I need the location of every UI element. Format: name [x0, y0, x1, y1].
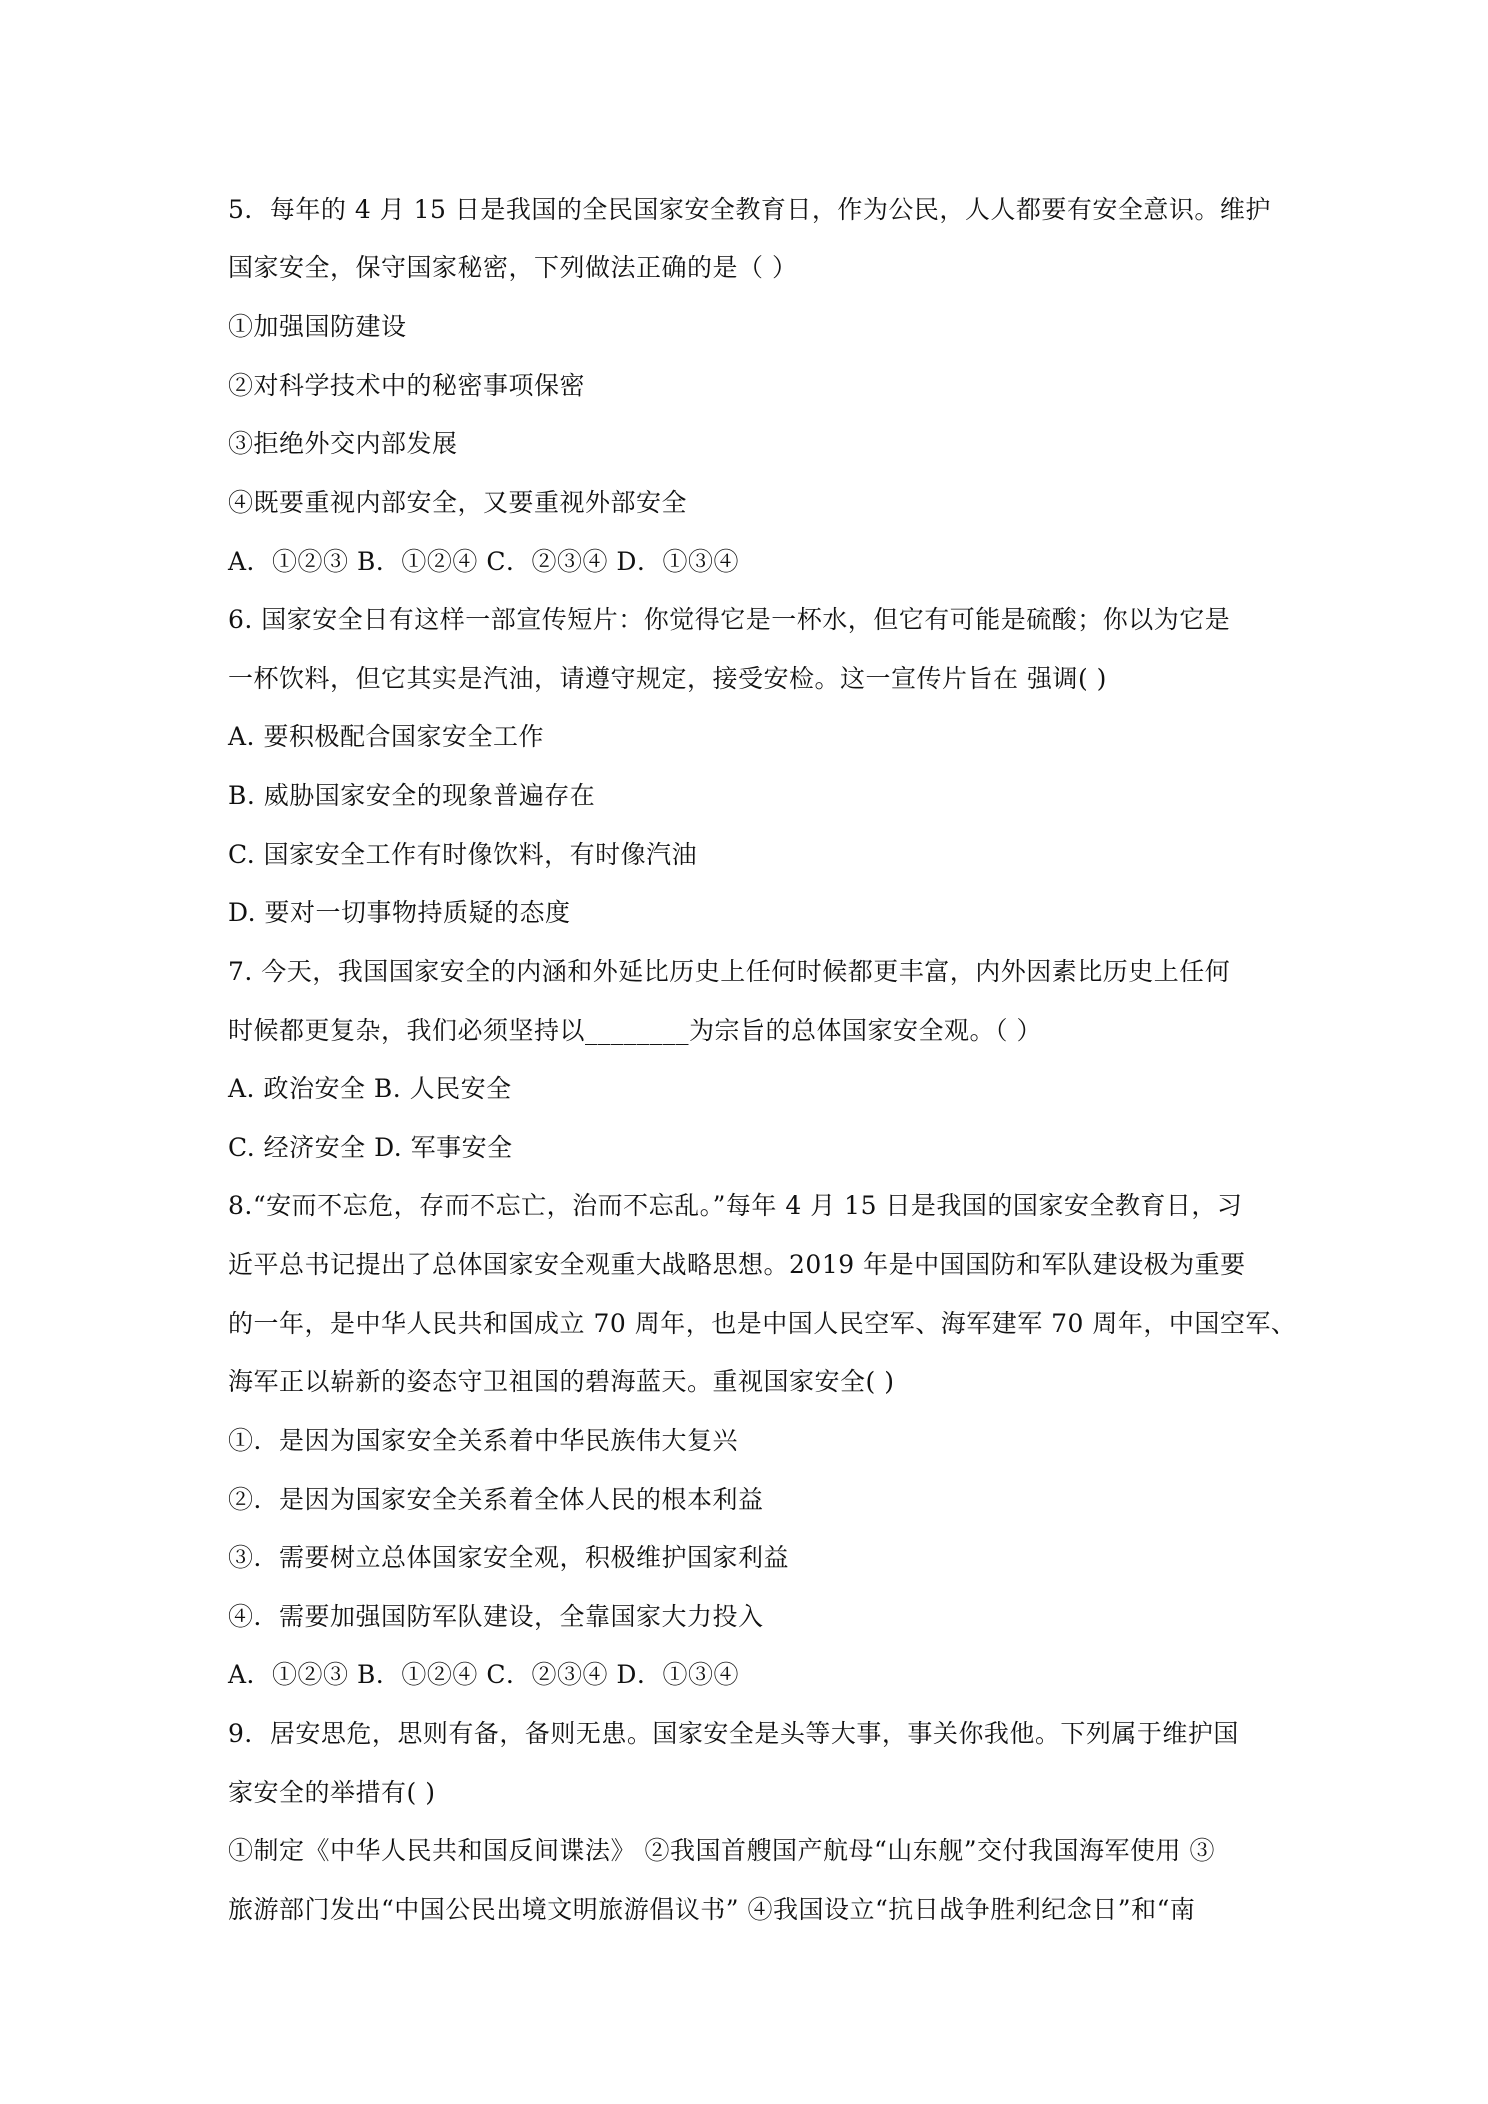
q5-item-1: ①加强国防建设 — [228, 312, 407, 341]
q5-stem-line-1: 5．每年的 4 月 15 日是我国的全民国家安全教育日，作为公民，人人都要有安全意识。维护 — [228, 195, 1271, 224]
q9-items-line-1: ①制定《中华人民共和国反间谍法》 ②我国首艘国产航母“山东舰”交付我国海军使用 ③ — [228, 1836, 1215, 1865]
q9-stem-line-2: 家安全的举措有( ) — [228, 1778, 436, 1807]
q6-option-b: B. 威胁国家安全的现象普遍存在 — [228, 781, 596, 810]
q6-stem-line-1: 6. 国家安全日有这样一部宣传短片：你觉得它是一杯水，但它有可能是硫酸；你以为它是 — [228, 605, 1231, 634]
q5-item-2: ②对科学技术中的秘密事项保密 — [228, 371, 586, 400]
q7-options-row-2: C. 经济安全 D. 军事安全 — [228, 1133, 513, 1162]
q5-stem-line-2: 国家安全，保守国家秘密，下列做法正确的是（ ） — [228, 253, 798, 282]
q8-stem-line-3: 的一年，是中华人民共和国成立 70 周年，也是中国人民空军、海军建军 70 周年，中国空军、 — [228, 1309, 1297, 1338]
q6-option-a: A. 要积极配合国家安全工作 — [228, 722, 544, 751]
q5-item-3: ③拒绝外交内部发展 — [228, 429, 458, 458]
q6-option-c: C. 国家安全工作有时像饮料，有时像汽油 — [228, 840, 698, 869]
q8-item-4: ④．需要加强国防军队建设，全靠国家大力投入 — [228, 1602, 764, 1631]
q8-stem-line-4: 海军正以崭新的姿态守卫祖国的碧海蓝天。重视国家安全( ) — [228, 1367, 895, 1396]
q8-item-3: ③．需要树立总体国家安全观，积极维护国家利益 — [228, 1543, 790, 1572]
q7-options-row-1: A. 政治安全 B. 人民安全 — [228, 1074, 512, 1103]
q9-stem-line-1: 9．居安思危，思则有备，备则无患。国家安全是头等大事，事关你我他。下列属于维护国 — [228, 1719, 1239, 1748]
q5-options: A．①②③ B．①②④ C．②③④ D．①③④ — [228, 547, 739, 576]
q8-stem-line-2: 近平总书记提出了总体国家安全观重大战略思想。2019 年是中国国防和军队建设极为重要 — [228, 1250, 1246, 1279]
q6-stem-line-2: 一杯饮料，但它其实是汽油，请遵守规定，接受安检。这一宣传片旨在 强调( ) — [228, 664, 1107, 693]
q7-stem-line-2: 时候都更复杂，我们必须坚持以________为宗旨的总体国家安全观。（ ） — [228, 1016, 1042, 1045]
q8-item-2: ②．是因为国家安全关系着全体人民的根本利益 — [228, 1485, 764, 1514]
q6-option-d: D. 要对一切事物持质疑的态度 — [228, 898, 571, 927]
q9-items-line-2: 旅游部门发出“中国公民出境文明旅游倡议书” ④我国设立“抗日战争胜利纪念日”和“南 — [228, 1895, 1196, 1924]
q7-stem-line-1: 7. 今天，我国国家安全的内涵和外延比历史上任何时候都更丰富，内外因素比历史上任何 — [228, 957, 1231, 986]
q8-item-1: ①．是因为国家安全关系着中华民族伟大复兴 — [228, 1426, 739, 1455]
q5-item-4: ④既要重视内部安全，又要重视外部安全 — [228, 488, 688, 517]
q8-options: A．①②③ B．①②④ C．②③④ D．①③④ — [228, 1660, 739, 1689]
q8-stem-line-1: 8.“安而不忘危，存而不忘亡，治而不忘乱。”每年 4 月 15 日是我国的国家安全教育日，习 — [228, 1191, 1243, 1220]
